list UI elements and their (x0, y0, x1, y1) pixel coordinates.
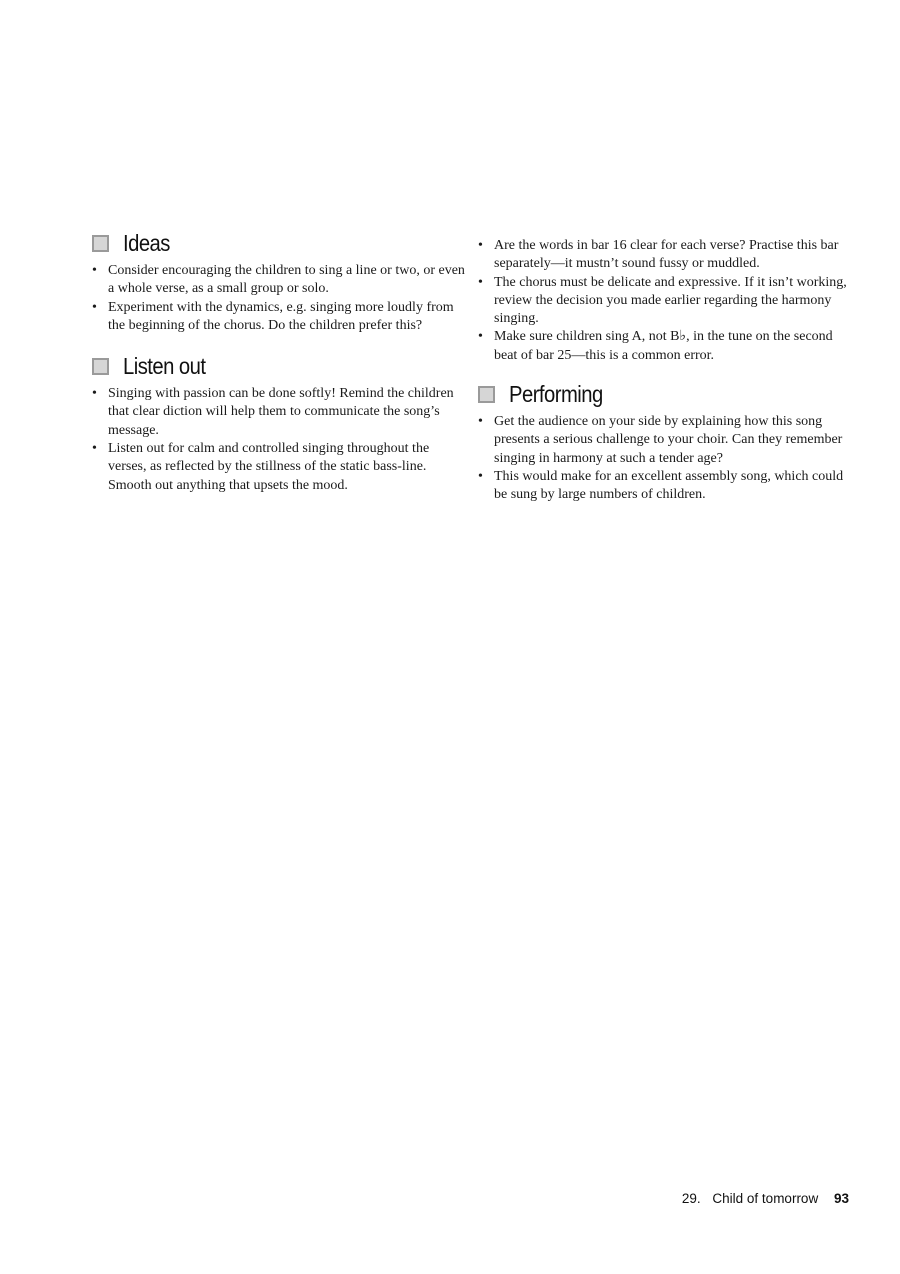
list-item: • Singing with passion can be done softly! Remind the children that clear diction will help them to communicate the song’s message. (92, 385, 470, 440)
chapter-title: Child of tomorrow (712, 1191, 819, 1206)
left-column (92, 228, 470, 495)
listen-out-list (92, 385, 470, 495)
list-item: • Experiment with the dynamics, e.g. singing more loudly from the beginning of the chorus. Do the children prefer this? (92, 299, 470, 336)
chapter-number: 29. (681, 1191, 701, 1206)
listen-out-title: Listen out (123, 353, 206, 380)
ideas-list (92, 262, 470, 335)
continued-list (478, 237, 858, 365)
performing-title: Performing (509, 381, 603, 408)
right-column (478, 237, 858, 505)
listen-out-heading (92, 351, 470, 381)
list-item: • Make sure children sing A, not B♭, in the tune on the second beat of bar 25—this is a common error. (478, 328, 858, 365)
list-item: • The chorus must be delicate and expressive. If it isn’t working, review the decision you made earlier regarding the harmony singing. (478, 274, 858, 329)
list-item: • Get the audience on your side by explaining how this song presents a serious challenge to your choir. Can they remember singing in harmony at such a tender age? (478, 413, 858, 468)
list-item: • Consider encouraging the children to sing a line or two, or even a whole verse, as a small group or solo. (92, 262, 470, 299)
list-item: • Listen out for calm and controlled singing throughout the verses, as reflected by the stillness of the static bass-line. Smooth out anything that upsets the mood. (92, 440, 470, 495)
checkbox-icon (478, 386, 495, 403)
ideas-title: Ideas (123, 230, 170, 256)
list-item: • This would make for an excellent assembly song, which could be sung by large numbers of children. (478, 468, 858, 505)
performing-heading (478, 379, 858, 409)
performing-list (478, 413, 858, 504)
page-number: 93 (833, 1191, 849, 1206)
checkbox-icon (92, 235, 109, 252)
ideas-heading (92, 228, 470, 258)
checkbox-icon (92, 358, 109, 375)
page-footer (682, 1191, 849, 1206)
list-item: • Are the words in bar 16 clear for each verse? Practise this bar separately—it mustn’t sound fussy or muddled. (478, 237, 858, 274)
